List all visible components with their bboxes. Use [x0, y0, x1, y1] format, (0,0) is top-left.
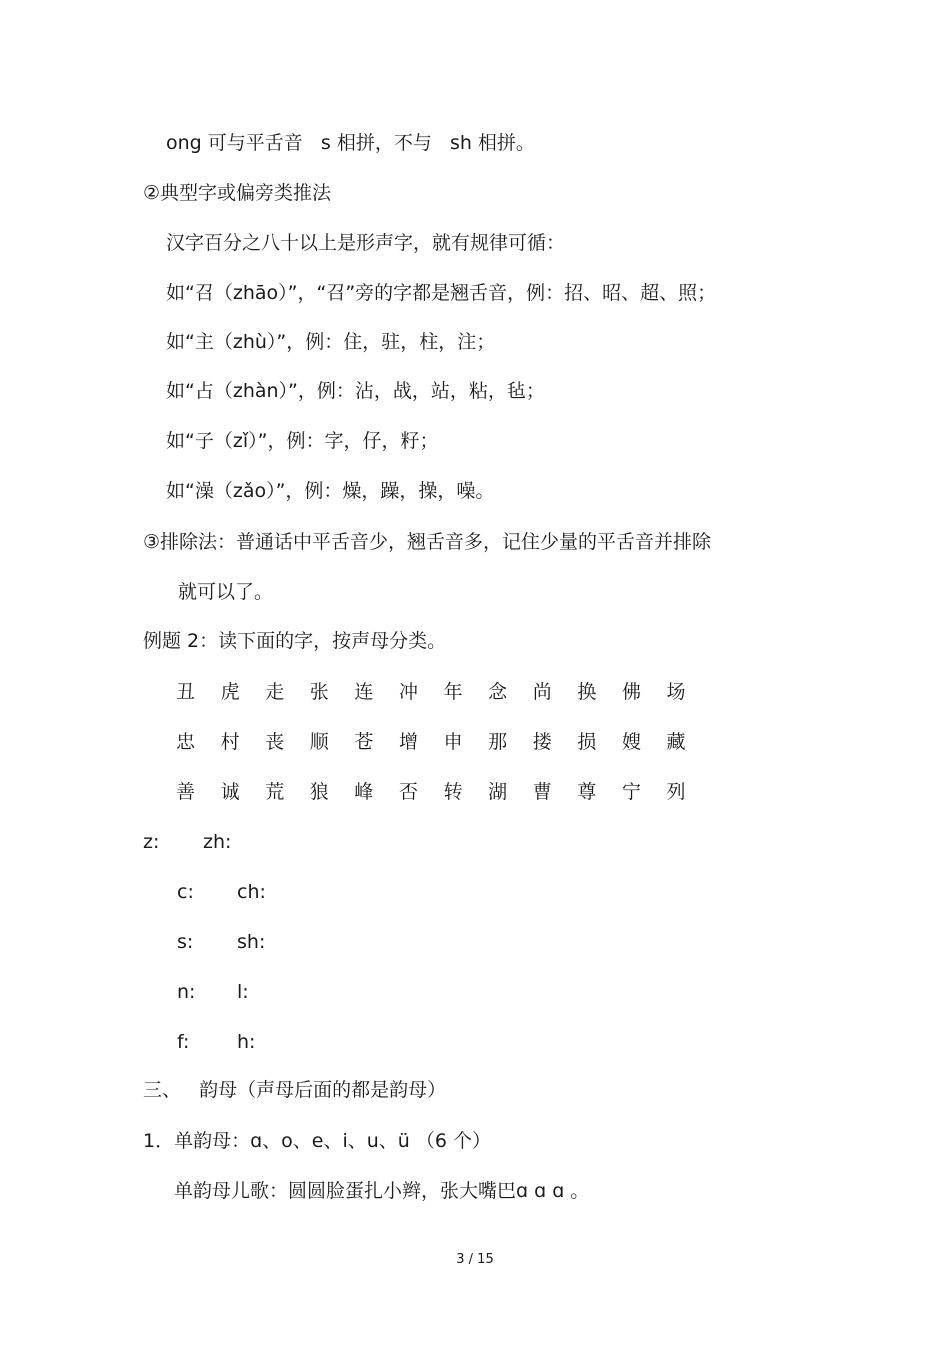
char-row-1 — [176, 680, 711, 704]
pair-zh-label: zh: — [203, 831, 232, 853]
pair-n-label: n: — [177, 981, 196, 1003]
char-cell: 峰 — [354, 781, 374, 803]
char-cell: 湖 — [488, 781, 508, 803]
item-1-single-finals: 1．单韵母：ɑ、o、e、i、u、ü （6 个） — [143, 1130, 491, 1152]
char-cell: 增 — [398, 731, 418, 753]
pair-l-label: l: — [237, 981, 249, 1003]
example-zi: 如“子（zǐ）”，例：字，仔，籽； — [166, 430, 439, 452]
example-zhao: 如“召（zhāo）”，“召”旁的字都是翘舌音，例：招、昭、超、照； — [166, 282, 717, 304]
char-cell: 走 — [265, 681, 285, 703]
char-cell: 申 — [443, 731, 463, 753]
char-cell: 善 — [176, 781, 196, 803]
pair-c-label: c: — [177, 881, 194, 903]
pair-ch-label: ch: — [237, 881, 266, 903]
example-zhan: 如“占（zhàn）”，例：沾，战，站，粘，毡； — [166, 380, 545, 402]
char-row-3 — [176, 780, 711, 804]
pair-h-label: h: — [237, 1031, 256, 1053]
char-cell: 搂 — [532, 731, 552, 753]
char-cell: 荒 — [265, 781, 285, 803]
method-3-heading: ③排除法：普通话中平舌音少，翘舌音多，记住少量的平舌音并排除 — [143, 531, 712, 553]
char-cell: 场 — [666, 681, 686, 703]
char-cell: 列 — [666, 781, 686, 803]
item-1-nursery-rhyme: 单韵母儿歌：圆圆脸蛋扎小辫，张大嘴巴ɑ ɑ ɑ 。 — [174, 1180, 590, 1202]
example-zao: 如“澡（zǎo）”，例：燥，躁，操，噪。 — [166, 480, 495, 502]
char-cell: 藏 — [666, 731, 686, 753]
char-cell: 否 — [398, 781, 418, 803]
method-3-continuation: 就可以了。 — [178, 581, 274, 603]
char-cell: 嫂 — [621, 731, 641, 753]
char-cell: 顺 — [309, 731, 329, 753]
method-2-heading: ②典型字或偏旁类推法 — [143, 182, 332, 204]
pair-z-label: z: — [143, 831, 160, 853]
text-line-3: 汉字百分之八十以上是形声字，就有规律可循： — [166, 232, 566, 254]
char-cell: 狼 — [309, 781, 329, 803]
example-zhu: 如“主（zhù）”，例：住，驻，柱，注； — [166, 331, 496, 353]
char-cell: 佛 — [621, 681, 641, 703]
char-cell: 尚 — [532, 681, 552, 703]
char-cell: 苍 — [354, 731, 374, 753]
char-row-2 — [176, 730, 711, 754]
char-cell: 曹 — [532, 781, 552, 803]
char-cell: 冲 — [398, 681, 418, 703]
char-cell: 虎 — [220, 681, 240, 703]
char-cell: 念 — [488, 681, 508, 703]
char-cell: 年 — [443, 681, 463, 703]
char-cell: 丑 — [176, 681, 196, 703]
text-line-1: ong 可与平舌音 s 相拼，不与 sh 相拼。 — [166, 132, 535, 154]
section-3-heading: 三、 韵母（声母后面的都是韵母） — [143, 1079, 447, 1101]
pair-sh-label: sh: — [237, 931, 266, 953]
char-cell: 宁 — [621, 781, 641, 803]
char-cell: 转 — [443, 781, 463, 803]
char-cell: 换 — [577, 681, 597, 703]
char-cell: 村 — [220, 731, 240, 753]
pair-s-label: s: — [177, 931, 194, 953]
pair-f-label: f: — [177, 1031, 190, 1053]
char-cell: 尊 — [577, 781, 597, 803]
char-cell: 连 — [354, 681, 374, 703]
char-cell: 那 — [488, 731, 508, 753]
char-cell: 张 — [309, 681, 329, 703]
char-cell: 忠 — [176, 731, 196, 753]
example-2-prompt: 例题 2：读下面的字，按声母分类。 — [143, 630, 447, 652]
char-cell: 损 — [577, 731, 597, 753]
char-cell: 诚 — [220, 781, 240, 803]
page-number: 3 / 15 — [456, 1252, 494, 1267]
char-cell: 丧 — [265, 731, 285, 753]
